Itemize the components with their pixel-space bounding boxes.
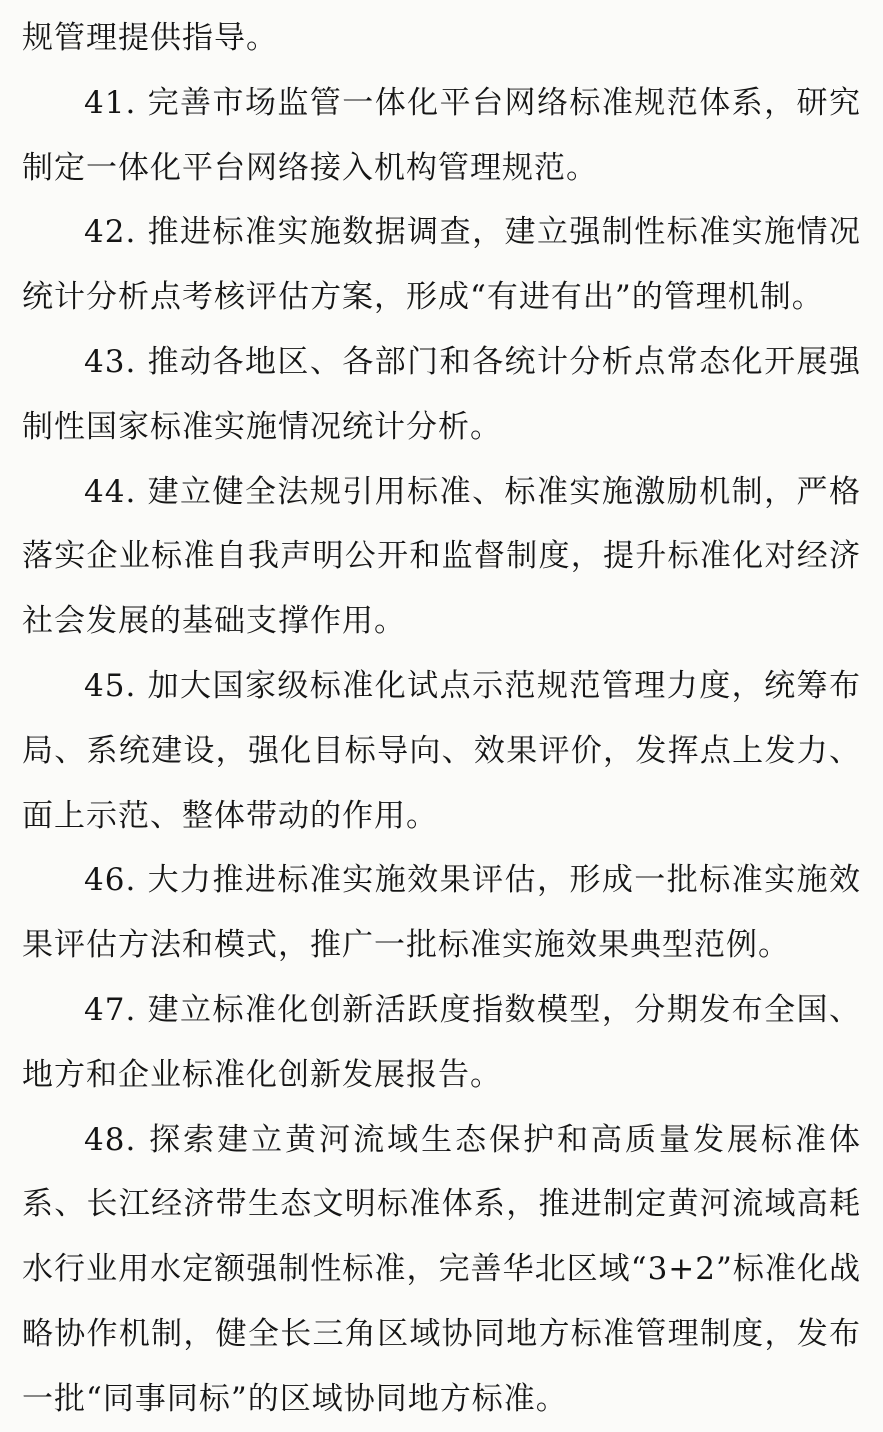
list-item-48: 48. 探索建立黄河流域生态保护和高质量发展标准体系、长江经济带生态文明标准体系，推进制定黄河流域高耗水行业用水定额强制性标准，完善华北区域“3+2”标准化战略协作机制，健全长三角区域协同地方标准管理制度，发布一批“同事同标”的区域协同地方标准。 [22, 1121, 861, 1417]
list-item-46: 46. 大力推进标准实施效果评估，形成一批标准实施效果评估方法和模式，推广一批标准实施效果典型范例。 [22, 862, 861, 964]
list-item-47: 47. 建立标准化创新活跃度指数模型，分期发布全国、地方和企业标准化创新发展报告。 [22, 991, 861, 1093]
list-item-45: 45. 加大国家级标准化试点示范规范管理力度，统筹布局、系统建设，强化目标导向、效果评价，发挥点上发力、面上示范、整体带动的作用。 [22, 667, 861, 834]
list-item-41: 41. 完善市场监管一体化平台网络标准规范体系，研究制定一体化平台网络接入机构管理规范。 [22, 84, 861, 186]
continued-paragraph: 规管理提供指导。 [22, 20, 278, 56]
list-item-44: 44. 建立健全法规引用标准、标准实施激励机制，严格落实企业标准自我声明公开和监督制度，提升标准化对经济社会发展的基础支撑作用。 [22, 473, 861, 640]
list-item-42: 42. 推进标准实施数据调查，建立强制性标准实施情况统计分析点考核评估方案，形成“有进有出”的管理机制。 [22, 214, 861, 316]
list-item-43: 43. 推动各地区、各部门和各统计分析点常态化开展强制性国家标准实施情况统计分析。 [22, 343, 861, 445]
